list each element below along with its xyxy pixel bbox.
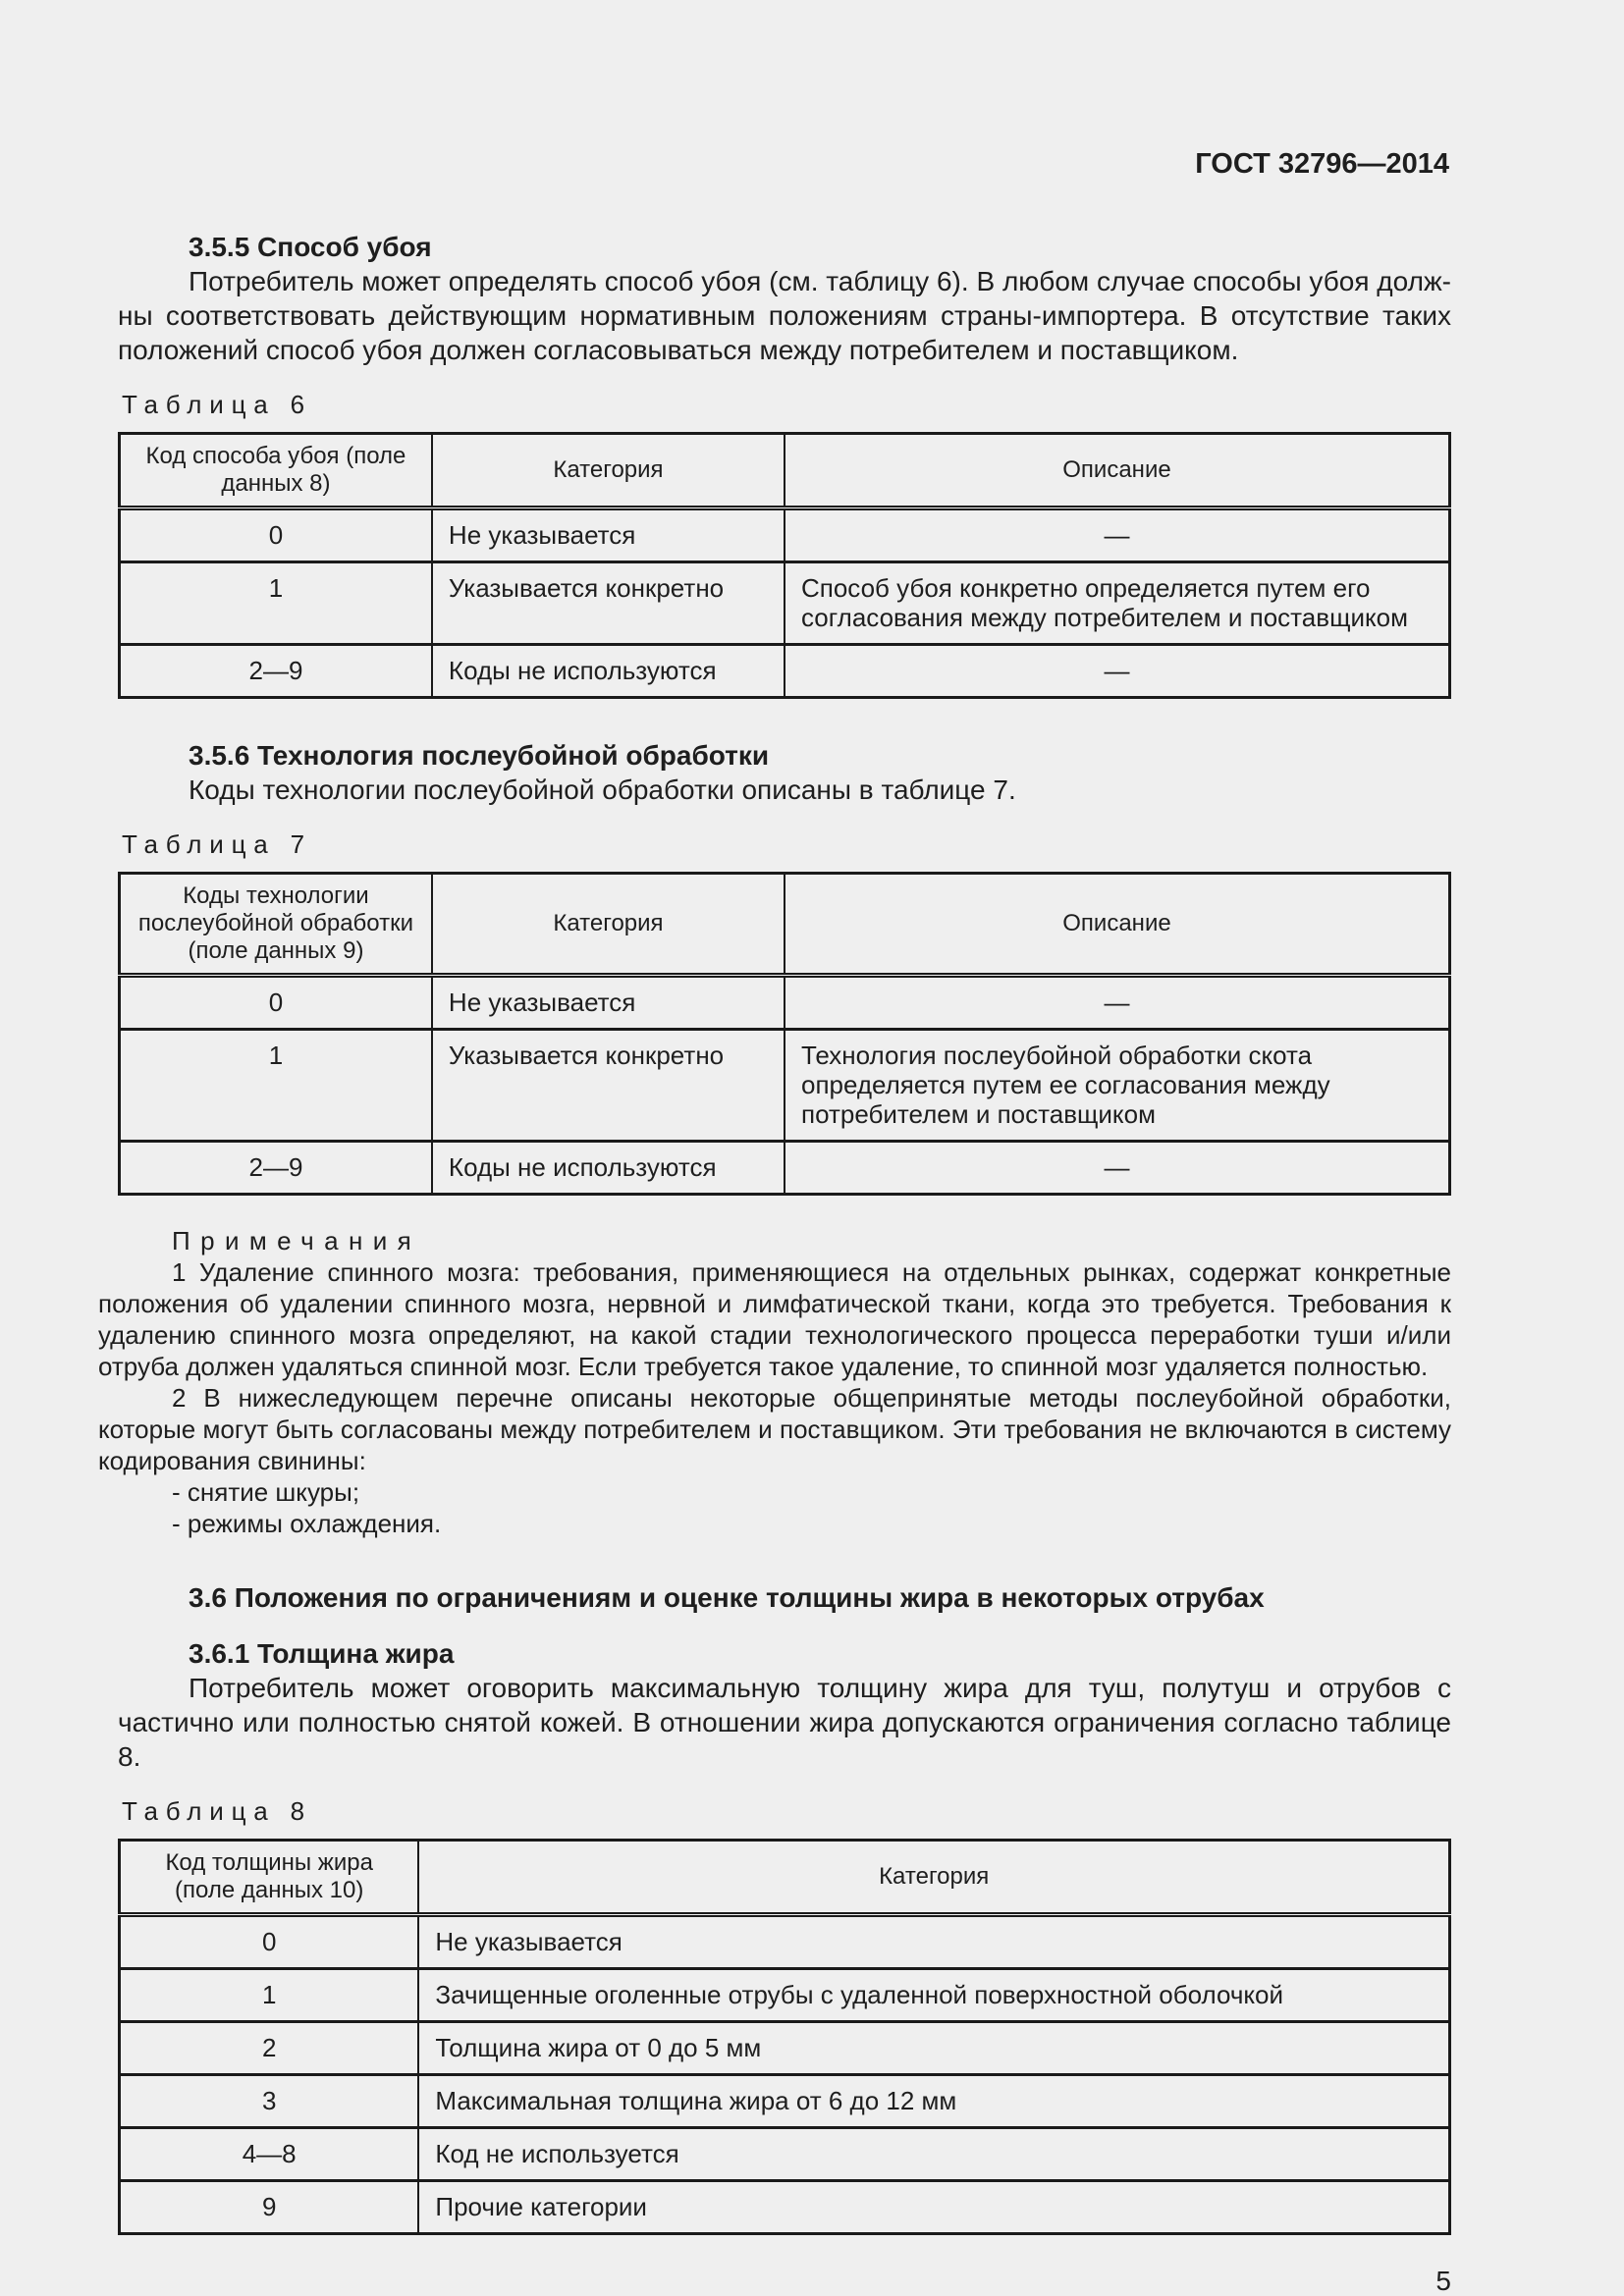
table-8-caption: Таблица 8 (122, 1796, 312, 1826)
table-cell: 3 (120, 2075, 419, 2128)
table-cell: Толщина жира от 0 до 5 мм (418, 2022, 1449, 2075)
table-7-header-cell: Коды технологии послеубойной обработки (поле данных 9) (120, 874, 432, 976)
table-cell: — (785, 1142, 1450, 1195)
table-7-header-cell: Категория (432, 874, 785, 976)
table-cell: Не указывается (432, 508, 785, 562)
notes-block (98, 1225, 1451, 1539)
table-6-header-cell: Категория (432, 434, 785, 508)
section-heading-3-6-1: 3.6.1 Толщина жира (189, 1638, 455, 1669)
table-8-header-cell: Код толщины жира (поле данных 10) (120, 1841, 419, 1915)
table-cell: 0 (120, 508, 432, 562)
page-content-lower (118, 1580, 1451, 2235)
paragraph-3-5-5: Потребитель может определять способ убоя (см. таблицу 6). В любом случае способы убоя должны соответствовать действующим нормативным положениям страны-импортера. В отсутствие таких положений способ убоя должен согласовываться между потребителем и поставщиком. (118, 266, 1451, 365)
table-row (120, 2075, 1450, 2128)
table-row (120, 1915, 1450, 1969)
table-6-header-cell: Код способа убоя (поле данных 8) (120, 434, 432, 508)
table-cell: 1 (120, 1030, 432, 1142)
table-row (120, 645, 1450, 698)
table-row (120, 1969, 1450, 2022)
note-list-item: - режимы охлаждения. (172, 1509, 442, 1538)
paragraph-3-5-6: Коды технологии послеубойной обработки описаны в таблице 7. (189, 774, 1016, 805)
table-6-header-row (120, 434, 1450, 508)
table-cell: 4—8 (120, 2128, 419, 2181)
note-1: 1 Удаление спинного мозга: требования, применяющиеся на отдельных рынках, содержат конкретные положения об удалении спинного мозга, нервной и лимфатической ткани, когда это требуется. Требования к удалению спинного мозга определяют, на какой стадии технологического процесса переработки туши и/или отруба должен удаляться спинной мозг. Если требуется такое удаление, то спинной мозг удаляется полностью. (98, 1257, 1451, 1381)
table-8-header-row (120, 1841, 1450, 1915)
table-row (120, 2022, 1450, 2075)
table-cell: 9 (120, 2181, 419, 2234)
table-cell: Не указывается (432, 976, 785, 1030)
table-cell: Указывается конкретно (432, 1030, 785, 1142)
table-cell: Прочие категории (418, 2181, 1449, 2234)
table-row (120, 976, 1450, 1030)
note-2: 2 В нижеследующем перечне описаны некоторые общепринятые методы послеубойной обработки, которые могут быть согласованы между потребителем и поставщиком. Эти требования не включаются в систему кодирования свинины: (98, 1383, 1451, 1475)
table-6-header-cell: Описание (785, 434, 1450, 508)
section-heading-3-5-5: 3.5.5 Способ убоя (189, 232, 432, 262)
table-cell: Не указывается (418, 1915, 1449, 1969)
paragraph-3-6-1: Потребитель может оговорить максимальную толщину жира для туш, полутуш и отрубов с частично или полностью снятой кожей. В отношении жира допускаются ограничения согласно таблице 8. (118, 1673, 1451, 1772)
table-cell: Указывается конкретно (432, 562, 785, 645)
table-6-caption: Таблица 6 (122, 390, 312, 419)
table-7 (118, 872, 1451, 1196)
table-7-caption: Таблица 7 (122, 829, 312, 859)
table-row (120, 2181, 1450, 2234)
table-cell: Максимальная толщина жира от 6 до 12 мм (418, 2075, 1449, 2128)
table-row (120, 1142, 1450, 1195)
table-cell: 2 (120, 2022, 419, 2075)
table-cell: Коды не используются (432, 1142, 785, 1195)
table-row (120, 2128, 1450, 2181)
table-cell: 1 (120, 562, 432, 645)
table-8-header-cell: Категория (418, 1841, 1449, 1915)
table-row (120, 1030, 1450, 1142)
section-heading-3-6: 3.6 Положения по ограничениям и оценке толщины жира в некоторых отрубах (189, 1582, 1265, 1613)
notes-label: Примечания (172, 1226, 422, 1255)
table-cell: 0 (120, 1915, 419, 1969)
table-row (120, 508, 1450, 562)
table-row (120, 562, 1450, 645)
table-cell: Зачищенные оголенные отрубы с удаленной поверхностной оболочкой (418, 1969, 1449, 2022)
doc-code: ГОСТ 32796—2014 (1195, 148, 1449, 180)
table-7-header-cell: Описание (785, 874, 1450, 976)
table-cell: Технология послеубойной обработки скота определяется путем ее согласования между потребителем и поставщиком (785, 1030, 1450, 1142)
table-cell: 2—9 (120, 645, 432, 698)
section-heading-3-5-6: 3.5.6 Технология послеубойной обработки (189, 740, 770, 771)
table-cell: 1 (120, 1969, 419, 2022)
table-cell: Код не используется (418, 2128, 1449, 2181)
table-cell: 0 (120, 976, 432, 1030)
table-8 (118, 1839, 1451, 2235)
table-cell: Способ убоя конкретно определяется путем его согласования между потребителем и поставщиком (785, 562, 1450, 645)
table-cell: Коды не используются (432, 645, 785, 698)
note-list-item: - снятие шкуры; (172, 1477, 360, 1507)
table-6 (118, 432, 1451, 699)
table-7-header-row (120, 874, 1450, 976)
table-cell: 2—9 (120, 1142, 432, 1195)
table-cell: — (785, 508, 1450, 562)
table-cell: — (785, 976, 1450, 1030)
table-cell: — (785, 645, 1450, 698)
page-number: 5 (1435, 2266, 1451, 2296)
page-content (118, 230, 1451, 1196)
